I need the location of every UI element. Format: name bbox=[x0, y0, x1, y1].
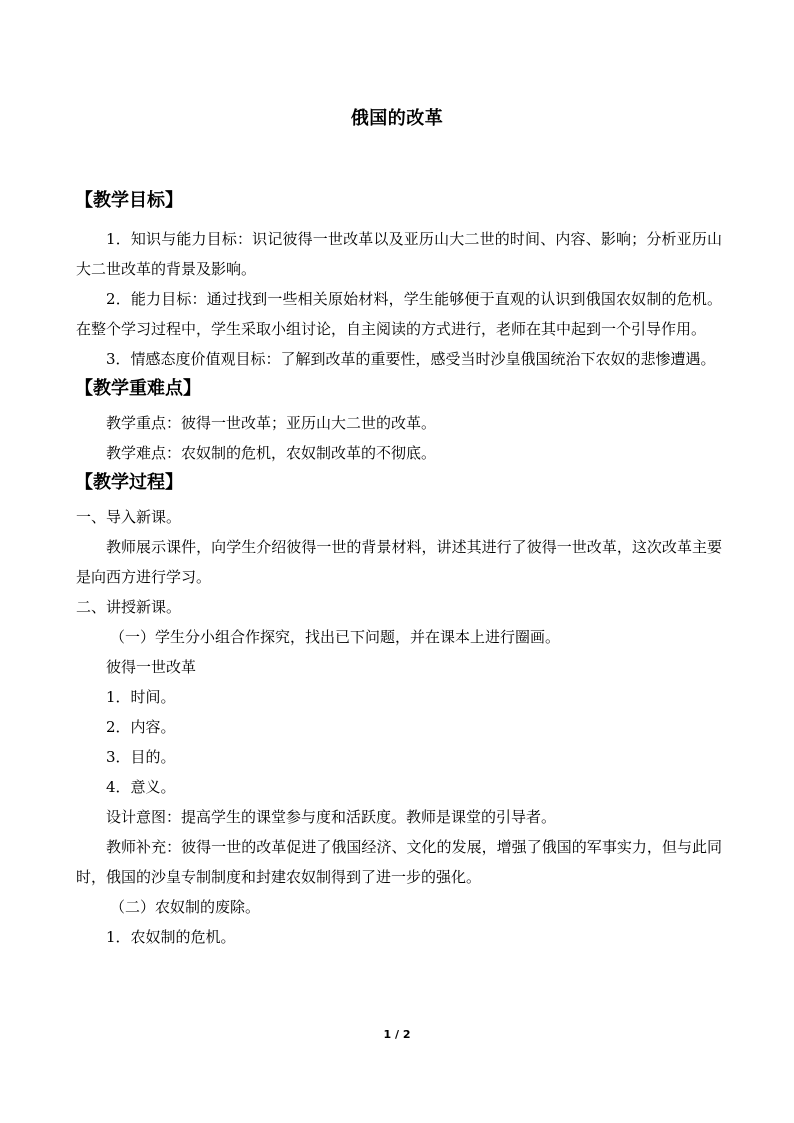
keypoint-focus: 教学重点：彼得一世改革；亚历山大二世的改革。 bbox=[106, 414, 437, 432]
section-heading-keypoints: 【教学重难点】 bbox=[75, 378, 201, 399]
step-1-text: 教师展示课件，向学生介绍彼得一世的背景材料，讲述其进行了彼得一世改革，这次改革主要是向西方进行学习。 bbox=[76, 538, 722, 586]
objective-paragraph-1: 1．知识与能力目标：识记彼得一世改革以及亚历山大二世的时间、内容、影响；分析亚历山大二世改革的背景及影响。 bbox=[76, 230, 722, 278]
part-2-item-1: 1．农奴制的危机。 bbox=[106, 928, 236, 946]
page-number: 1 / 2 bbox=[383, 1028, 411, 1041]
reform-title: 彼得一世改革 bbox=[106, 658, 197, 676]
keypoint-difficulty: 教学难点：农奴制的危机，农奴制改革的不彻底。 bbox=[106, 444, 437, 462]
list-item-time: 1．时间。 bbox=[106, 688, 176, 706]
part-1-title: （一）学生分小组合作探究，找出已下问题，并在课本上进行圈画。 bbox=[110, 628, 561, 646]
document-body bbox=[76, 186, 722, 952]
document-title: 俄国的改革 bbox=[350, 108, 444, 129]
section-heading-objectives: 【教学目标】 bbox=[75, 190, 183, 211]
section-heading-process: 【教学过程】 bbox=[75, 472, 183, 493]
list-item-content: 2．内容。 bbox=[106, 718, 176, 736]
design-intent: 设计意图：提高学生的课堂参与度和活跃度。教师是课堂的引导者。 bbox=[106, 808, 557, 826]
part-2-title: （二）农奴制的废除。 bbox=[110, 898, 261, 916]
objective-paragraph-3: 3．情感态度价值观目标：了解到改革的重要性，感受当时沙皇俄国统治下农奴的悲惨遭遇。 bbox=[106, 350, 716, 368]
step-2-title: 二、讲授新课。 bbox=[76, 598, 182, 616]
step-1-title: 一、导入新课。 bbox=[76, 508, 182, 526]
teacher-note: 教师补充：彼得一世的改革促进了俄国经济、文化的发展，增强了俄国的军事实力，但与此同时，俄国的沙皇专制制度和封建农奴制得到了进一步的强化。 bbox=[76, 838, 722, 886]
objective-paragraph-2: 2．能力目标：通过找到一些相关原始材料，学生能够便于直观的认识到俄国农奴制的危机。在整个学习过程中，学生采取小组讨论，自主阅读的方式进行，老师在其中起到一个引导作用。 bbox=[76, 290, 722, 338]
list-item-significance: 4．意义。 bbox=[106, 778, 176, 796]
list-item-purpose: 3．目的。 bbox=[106, 748, 176, 766]
